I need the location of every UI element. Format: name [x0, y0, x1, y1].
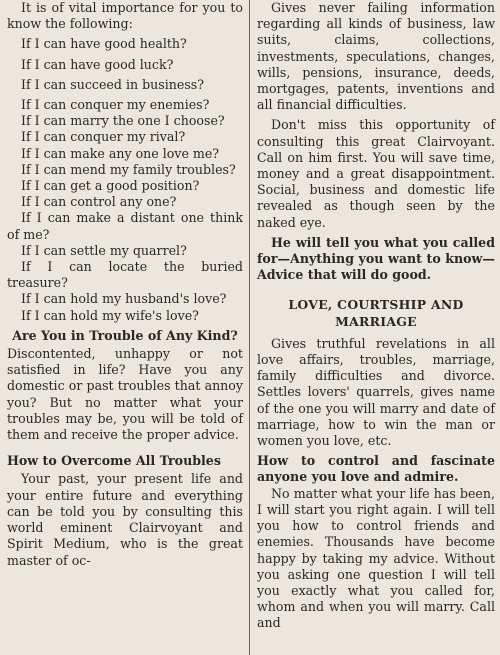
intro-text: It is of vital importance for you to know the following: [7, 0, 243, 32]
trouble-heading: Are You in Trouble of Any Kind? [12, 327, 238, 343]
question-item: If I can locate the buried treasure? [7, 259, 243, 291]
question-item: If I can control any one? [21, 194, 177, 210]
question-item: If I can conquer my rival? [21, 129, 186, 145]
overcome-heading: How to Overcome All Troubles [7, 453, 221, 469]
love-paragraph: Gives truthful revelations in all love affairs, troubles, marriage, family difficulties and divorce. Settles lovers' quarrels, gives name of the one you will marry and date of marriage, how to win the man or women you love, etc. [257, 335, 495, 449]
trouble-paragraph: Discontented, unhappy or not satisfied in life? Have you any domestic or past troubles that annoy you? But no matter what your troubles may be, you will be told of them and receive the proper advice. [7, 346, 243, 443]
question-item: If I can hold my wife's love? [21, 307, 199, 323]
bold-statement: He will tell you what you called for—Anything you want to know—Advice that will do good. [257, 234, 495, 283]
right-column [257, 0, 495, 632]
question-item: If I can mend my family troubles? [21, 161, 236, 177]
column-divider [249, 0, 250, 655]
question-item: If I can make a distant one think of me? [7, 210, 243, 242]
info-paragraph: Gives never failing information regarding all kinds of business, law suits, claims, collections, investments, speculations, changes, wills, pensions, insurance, deeds, mortgages, patents, inventions and all financial difficulties. [257, 0, 495, 113]
question-item: If I can have good luck? [21, 56, 174, 72]
question-item: If I can succeed in business? [21, 76, 204, 92]
control-paragraph: No matter what your life has been, I will start you right again. I will tell you how to control friends and enemies. Thousands have become happy by taking my advice. Without you asking one question I will tell you exactly what you called for, whom and when you will marry. Call and [257, 485, 495, 631]
opportunity-paragraph: Don't miss this opportunity of consulting this great Clairvoyant. Call on him first. You will save time, money and a great disappointment. Social, business and domestic life revealed as though seen by the naked eye. [257, 117, 495, 230]
question-item: If I can have good health? [21, 36, 187, 52]
question-item: If I can get a good position? [21, 178, 200, 194]
love-heading: LOVE, COURTSHIP AND MARRIAGE [288, 297, 464, 329]
question-item: If I can marry the one I choose? [21, 113, 225, 129]
question-item: If I can hold my husband's love? [21, 291, 227, 307]
overcome-paragraph: Your past, your present life and your entire future and everything can be told you by consulting this world eminent Clairvoyant and Spirit Medium, who is the great master of oc- [7, 471, 243, 568]
question-item: If I can conquer my enemies? [21, 97, 210, 113]
question-item: If I can make any one love me? [21, 145, 220, 161]
question-item: If I can settle my quarrel? [21, 242, 187, 258]
control-heading: How to control and fascinate anyone you love and admire. [257, 453, 495, 485]
left-column [7, 0, 243, 569]
